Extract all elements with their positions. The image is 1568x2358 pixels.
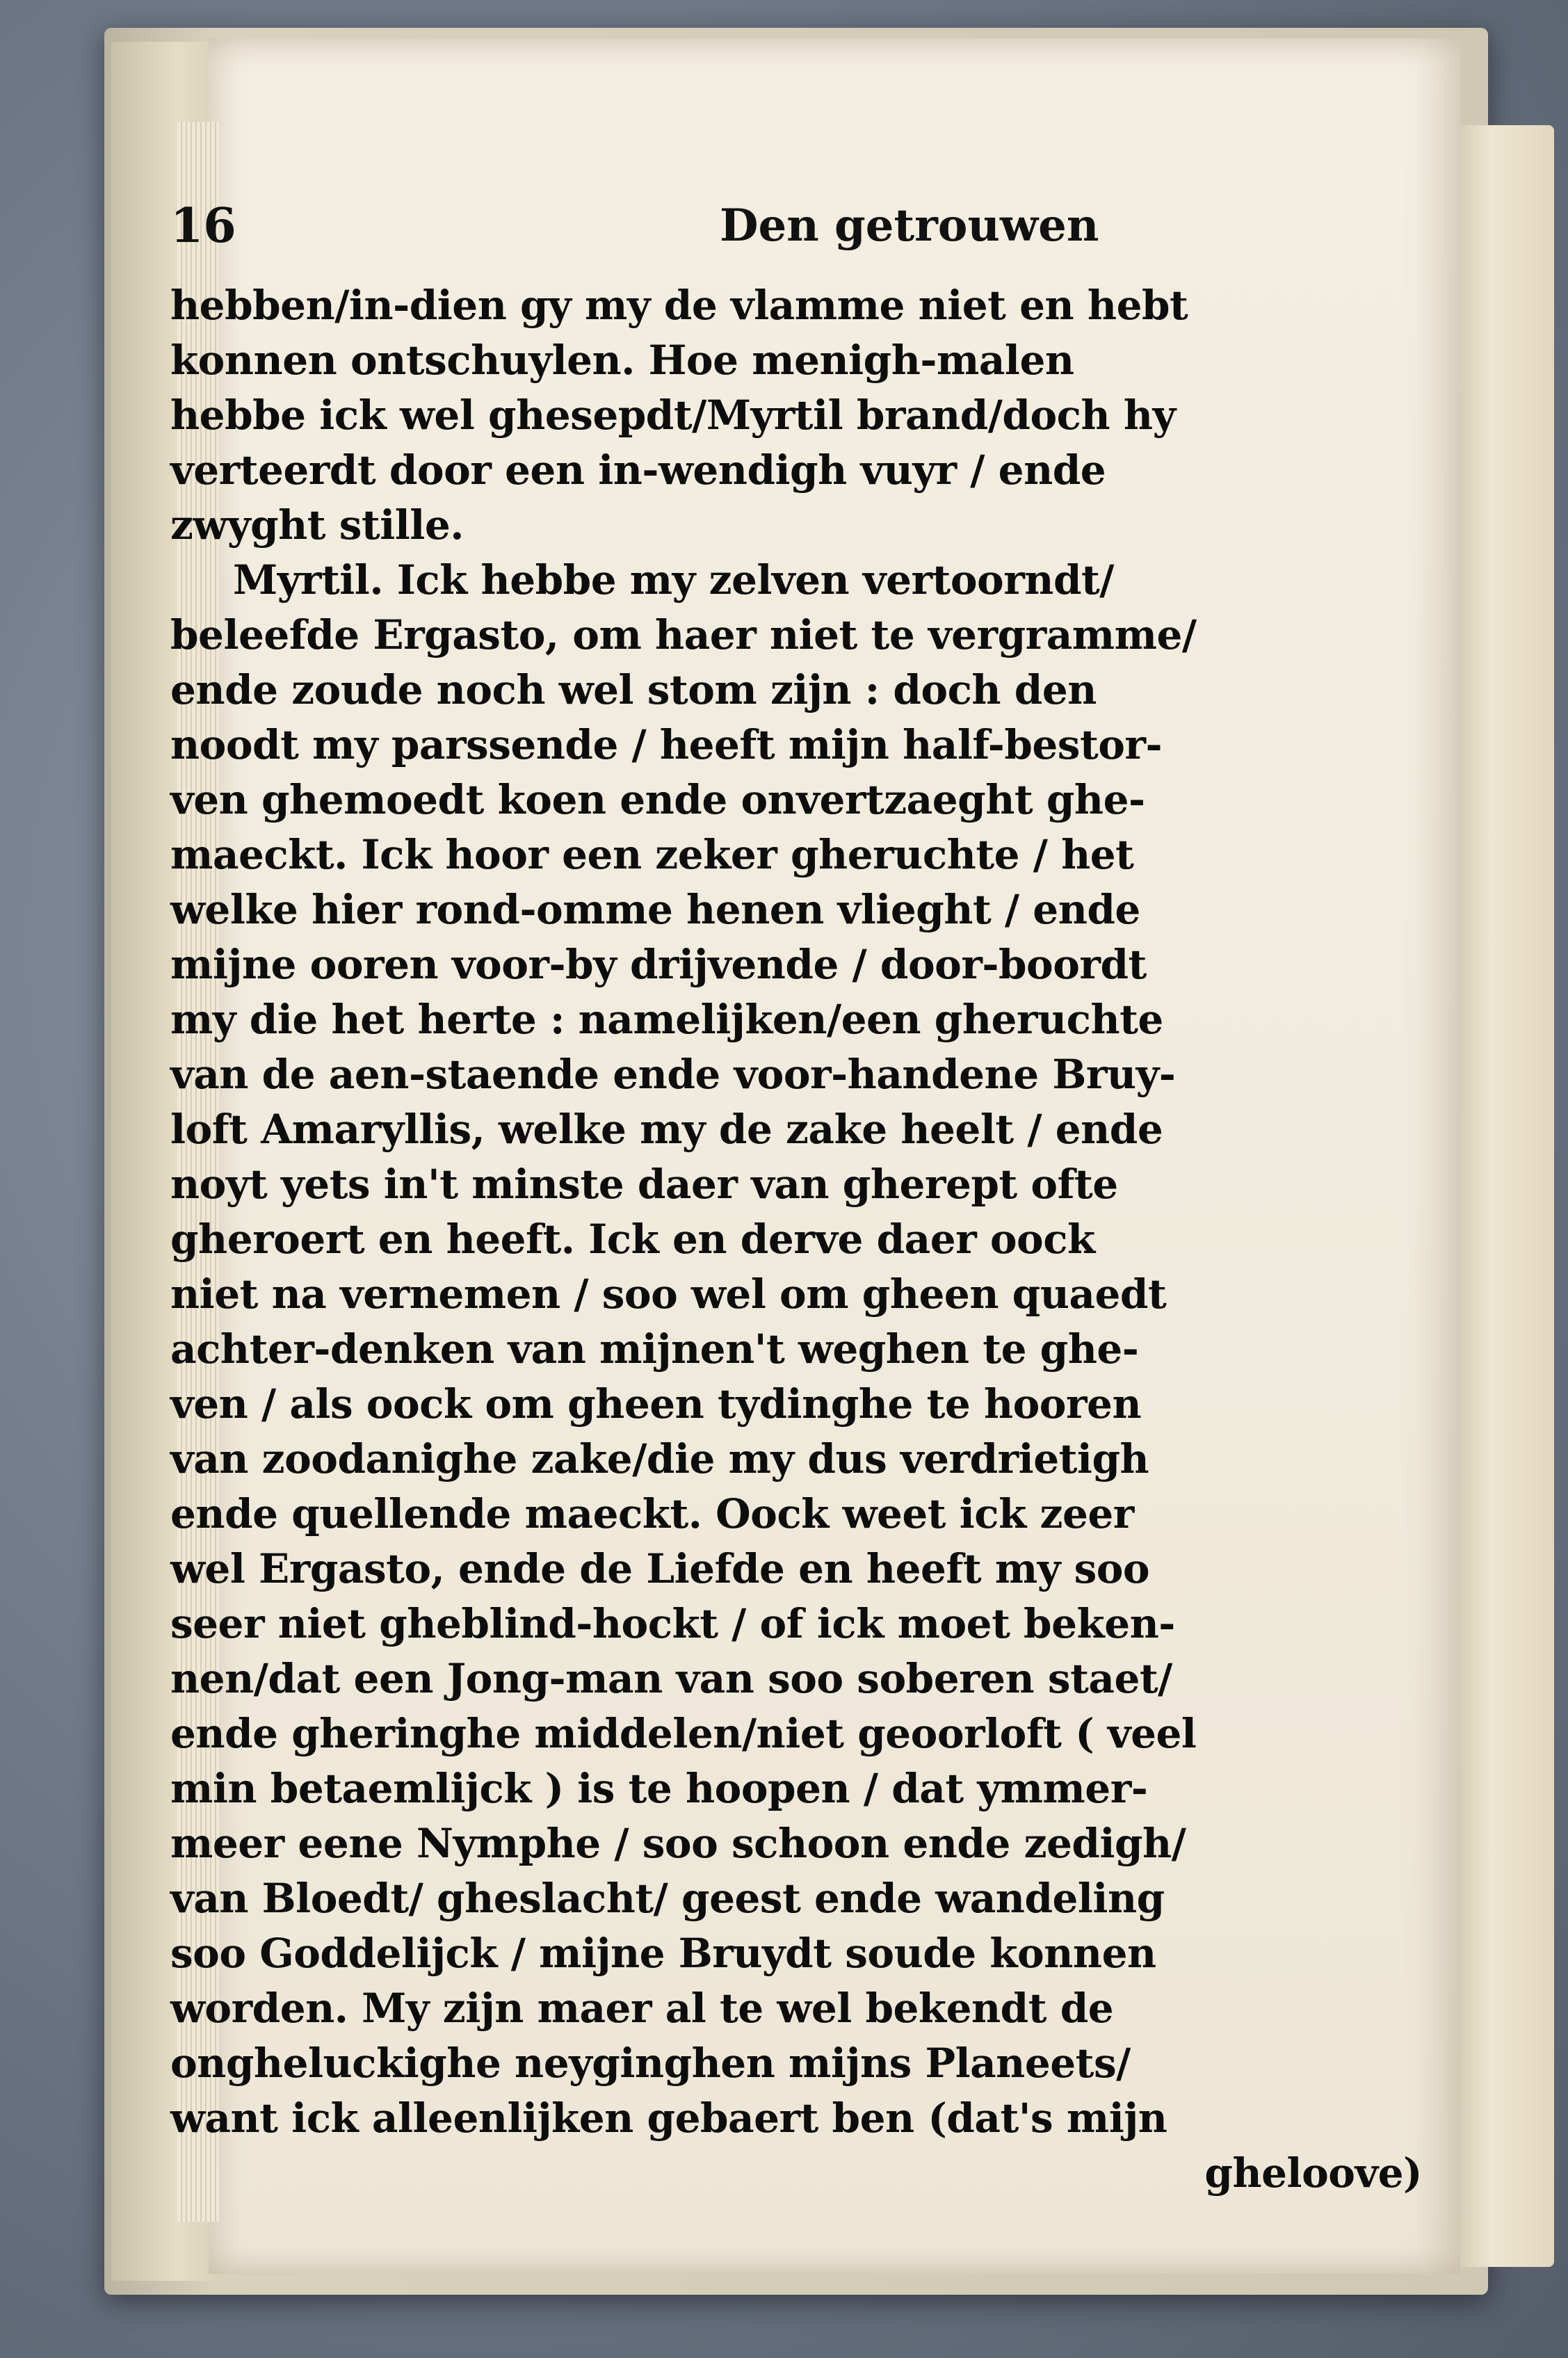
text-line: ongheluckighe neyginghen mijns Planeets/ [170, 2040, 1131, 2087]
text-line: beleefde Ergasto, om haer niet te vergramme/ [170, 611, 1197, 659]
text-line: worden. My zijn maer al te wel bekendt de [170, 1985, 1114, 2032]
text-line: hebbe ick wel ghesepdt/Myrtil brand/doch hy [170, 391, 1176, 439]
text-line: nen/dat een Jong-man van soo soberen staet/ [170, 1655, 1172, 1702]
text-line: achter-denken van mijnen't weghen te ghe- [170, 1325, 1139, 1373]
text-line: ende gheringhe middelen/niet geoorloft ( veel [170, 1710, 1197, 1757]
text-line: ven / als oock om gheen tydinghe te hooren [170, 1380, 1142, 1428]
text-line: min betaemlijck ) is te hoopen / dat ymmer- [170, 1765, 1148, 1812]
text-line: soo Goddelijck / mijne Bruydt soude konnen [170, 1930, 1156, 1977]
catchword: gheloove) [1204, 2149, 1422, 2197]
text-line: konnen ontschuylen. Hoe menigh-malen [170, 337, 1074, 384]
text-line: van zoodanighe zake/die my dus verdrietigh [170, 1435, 1149, 1483]
text-line: loft Amaryllis, welke my de zake heelt / ende [170, 1106, 1163, 1153]
text-line: my die het herte : namelijken/een gheruchte [170, 996, 1163, 1043]
text-line: maeckt. Ick hoor een zeker gheruchte / het [170, 831, 1134, 878]
text-line: ende zoude noch wel stom zijn : doch den [170, 666, 1097, 713]
running-head: Den getrouwen [720, 200, 1099, 252]
text-line: niet na vernemen / soo wel om gheen quaedt [170, 1270, 1167, 1318]
text-line: wel Ergasto, ende de Liefde en heeft my soo [170, 1545, 1150, 1592]
text-line: van de aen-staende ende voor-handene Bruy- [170, 1051, 1176, 1098]
facing-page-edge [1450, 125, 1554, 2267]
page-header [170, 195, 1412, 271]
page-number: 16 [170, 198, 236, 254]
text-line: gheroert en heeft. Ick en derve daer oock [170, 1216, 1095, 1263]
text-line: hebben/in-dien gy my de vlamme niet en hebt [170, 282, 1188, 329]
text-line: ven ghemoedt koen ende onvertzaeght ghe- [170, 776, 1145, 823]
text-line: ende quellende maeckt. Oock weet ick zeer [170, 1490, 1134, 1537]
text-line: seer niet gheblind-hockt / of ick moet beken- [170, 1600, 1175, 1647]
text-line: want ick alleenlijken gebaert ben (dat's mijn [170, 2094, 1167, 2142]
text-line: meer eene Nymphe / soo schoon ende zedigh/ [170, 1820, 1186, 1867]
text-line: mijne ooren voor-by drijvende / door-boordt [170, 941, 1147, 988]
text-line: noyt yets in't minste daer van gherept ofte [170, 1161, 1118, 1208]
text-line: welke hier rond-omme henen vlieght / ende [170, 886, 1140, 933]
text-line: Myrtil. Ick hebbe my zelven vertoorndt/ [233, 556, 1114, 604]
body-text [170, 275, 1422, 2201]
text-line: verteerdt door een in-wendigh vuyr / ende [170, 446, 1106, 494]
text-line: noodt my parssende / heeft mijn half-bestor- [170, 721, 1163, 768]
text-line: zwyght stille. [170, 501, 464, 549]
text-line: van Bloedt/ gheslacht/ geest ende wandeling [170, 1875, 1165, 1922]
